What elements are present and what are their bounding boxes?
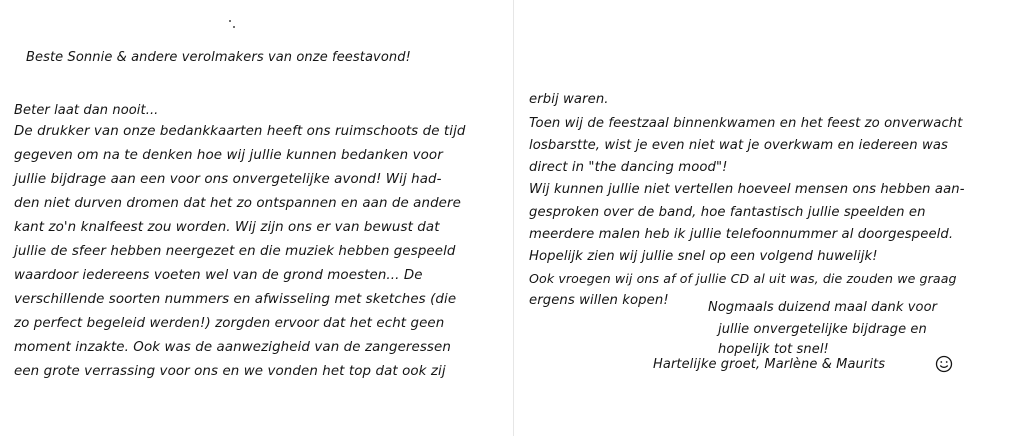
- letter-line: jullie bijdrage aan een voor ons onvergetelijke avond! Wij had-: [14, 172, 442, 187]
- letter-line: Ook vroegen wij ons af of jullie CD al uit was, die zouden we graag: [529, 271, 957, 286]
- letter-line: Toen wij de feestzaal binnenkwamen en het feest zo onverwacht: [529, 116, 963, 131]
- greeting: Beste Sonnie & andere verolmakers van onze feestavond!: [26, 50, 411, 65]
- closing-line: hopelijk tot snel!: [718, 342, 829, 357]
- letter-line: een grote verrassing voor ons en we vonden het top dat ook zij: [14, 364, 446, 379]
- letter-line: Hopelijk zien wij jullie snel op een volgend huwelijk!: [529, 249, 878, 264]
- letter-line: zo perfect begeleid werden!) zorgden ervoor dat het echt geen: [14, 316, 445, 331]
- letter-line: ergens willen kopen!: [529, 293, 669, 308]
- letter-line: verschillende soorten nummers en afwisseling met sketches (die: [14, 292, 457, 307]
- sign-off: Hartelijke groet, Marlène & Maurits: [653, 357, 886, 372]
- letter-line: den niet durven dromen dat het zo ontspannen en aan de andere: [14, 196, 461, 211]
- letter-line: De drukker van onze bedankkaarten heeft ons ruimschoots de tijd: [14, 124, 466, 139]
- letter-line: moment inzakte. Ook was de aanwezigheid van de zangeressen: [14, 340, 451, 355]
- letter-line: waardoor iedereens voeten wel van de grond moesten... De: [14, 268, 423, 283]
- opener: Beter laat dan nooit...: [14, 103, 159, 118]
- closing-line: jullie onvergetelijke bijdrage en: [718, 322, 927, 337]
- letter-line: jullie de sfeer hebben neergezet en die muziek hebben gespeeld: [14, 244, 456, 259]
- letter-line: erbij waren.: [529, 92, 609, 107]
- letter-line: Wij kunnen jullie niet vertellen hoeveel mensen ons hebben aan-: [529, 182, 965, 197]
- letter-line: direct in "the dancing mood"!: [529, 160, 728, 175]
- letter-line: kant zo'n knalfeest zou worden. Wij zijn ons er van bewust dat: [14, 220, 440, 235]
- letter-line: gegeven om na te denken hoe wij jullie kunnen bedanken voor: [14, 148, 443, 163]
- letter-line: gesproken over de band, hoe fantastisch jullie speelden en: [529, 205, 926, 220]
- smiley-icon: [935, 355, 953, 373]
- letter-line: losbarstte, wist je even niet wat je overkwam en iedereen was: [529, 138, 949, 153]
- letter-line: meerdere malen heb ik jullie telefoonnummer al doorgespeeld.: [529, 227, 954, 242]
- closing-line: Nogmaals duizend maal dank voor: [708, 300, 938, 315]
